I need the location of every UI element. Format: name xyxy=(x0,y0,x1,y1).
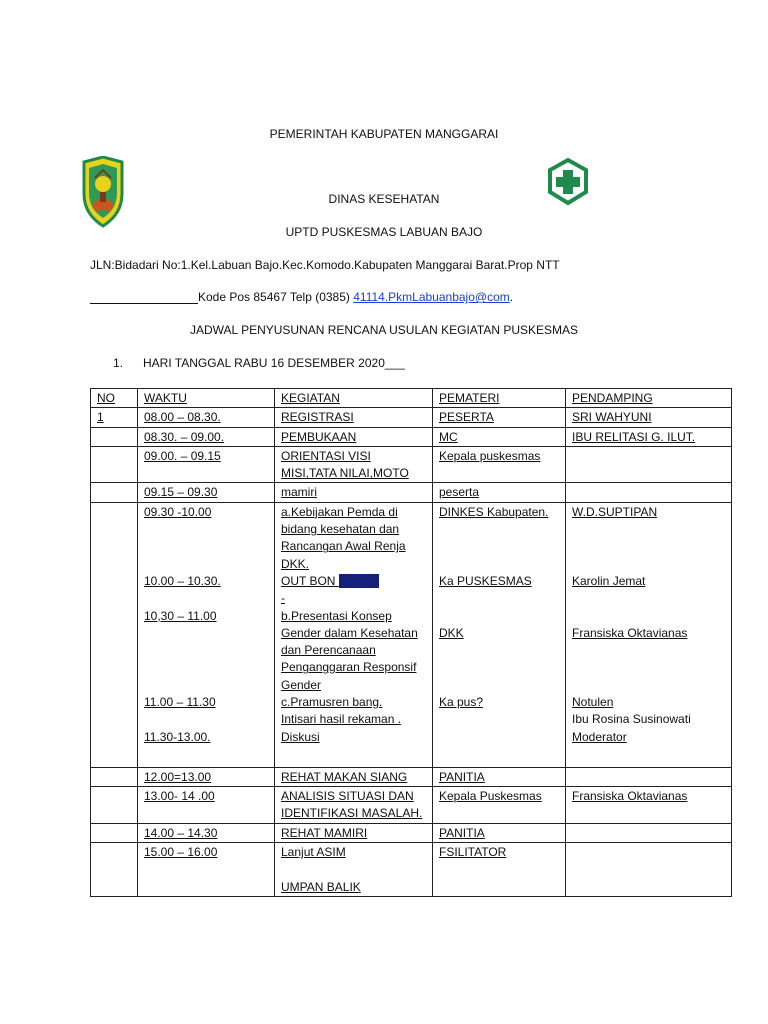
cell-pemateri: MC xyxy=(433,427,566,446)
cell-pendamping xyxy=(566,767,732,786)
cell-waktu: 09.15 – 09.30 xyxy=(138,483,275,502)
cell-kegiatan: a.Kebijakan Pemda di bidang kesehatan dan Rancangan Awal Renja DKK. OUT BON XXXXX - b.Presentasi Konsep Gender dalam Kesehatan dan Perencanaan Penganggaran Responsif Gender c.Pramusren bang. Intisari hasil rekaman . Diskusi xyxy=(275,502,433,767)
date-line: HARI TANGGAL RABU 16 DESEMBER 2020___ xyxy=(143,356,405,370)
cell-kegiatan: PEMBUKAAN xyxy=(275,427,433,446)
table-row xyxy=(91,823,732,842)
cell-no xyxy=(91,787,138,824)
redacted-highlight: XXXXX xyxy=(338,573,379,588)
cell-pemateri: PANITIA xyxy=(433,767,566,786)
header-unit: UPTD PUSKESMAS LABUAN BAJO xyxy=(285,225,483,239)
cell-pendamping: IBU RELITASI G. ILUT. xyxy=(566,427,732,446)
header-kegiatan: KEGIATAN xyxy=(275,389,433,408)
item-number: 1. xyxy=(113,356,124,370)
cell-pendamping xyxy=(566,483,732,502)
cell-kegiatan: mamiri xyxy=(275,483,433,502)
cell-kegiatan: Lanjut ASIM UMPAN BALIK xyxy=(275,842,433,896)
cell-no: 1 xyxy=(91,408,138,427)
cell-kegiatan: ORIENTASI VISI MISI,TATA NILAI,MOTO xyxy=(275,446,433,483)
cell-waktu: 12.00=13.00 xyxy=(138,767,275,786)
cell-waktu: 13.00- 14 .00 xyxy=(138,787,275,824)
table-row xyxy=(91,767,732,786)
cell-pendamping: W.D.SUPTIPAN Karolin Jemat Fransiska Oktavianas Notulen Ibu Rosina Susinowati Moderator xyxy=(566,502,732,767)
header-postal: Kode Pos 85467 Telp (0385) xyxy=(198,290,354,304)
schedule-table xyxy=(90,388,732,897)
cell-pemateri: DINKES Kabupaten. Ka PUSKESMAS DKK Ka pus? xyxy=(433,502,566,767)
cell-kegiatan: ANALISIS SITUASI DAN IDENTIFIKASI MASALAH. xyxy=(275,787,433,824)
cell-pemateri: FSILITATOR xyxy=(433,842,566,896)
cell-kegiatan: REGISTRASI xyxy=(275,408,433,427)
cell-pemateri: PANITIA xyxy=(433,823,566,842)
cell-pendamping: Fransiska Oktavianas xyxy=(566,787,732,824)
table-row xyxy=(91,787,732,824)
cell-no xyxy=(91,767,138,786)
cell-waktu: 08.30. – 09.00. xyxy=(138,427,275,446)
header-contact-line xyxy=(90,290,513,304)
cell-no xyxy=(91,427,138,446)
cell-pemateri: peserta xyxy=(433,483,566,502)
table-row-main-session xyxy=(91,502,732,767)
cell-no xyxy=(91,446,138,483)
header-department: DINAS KESEHATAN xyxy=(328,192,440,206)
cell-pendamping xyxy=(566,823,732,842)
cell-kegiatan: REHAT MAMIRI xyxy=(275,823,433,842)
header-pemateri: PEMATERI xyxy=(433,389,566,408)
table-header-row xyxy=(91,389,732,408)
cell-pemateri: Kepala Puskesmas xyxy=(433,787,566,824)
table-row xyxy=(91,427,732,446)
email-suffix: . xyxy=(509,290,514,304)
cell-pemateri: Kepala puskesmas xyxy=(433,446,566,483)
table-row xyxy=(91,408,732,427)
header-pendamping: PENDAMPING xyxy=(566,389,732,408)
cell-kegiatan: REHAT MAKAN SIANG xyxy=(275,767,433,786)
cell-pendamping: SRI WAHYUNI xyxy=(566,408,732,427)
cell-no xyxy=(91,502,138,767)
header-waktu: WAKTU xyxy=(138,389,275,408)
cell-waktu: 09.00. – 09.15 xyxy=(138,446,275,483)
cell-waktu: 09.30 -10.00 10.00 – 10.30. 10,30 – 11.00 11.00 – 11.30 11.30-13.00. xyxy=(138,502,275,767)
document-title: JADWAL PENYUSUNAN RENCANA USULAN KEGIATAN PUSKESMAS xyxy=(189,323,579,337)
table-row xyxy=(91,446,732,483)
cell-no xyxy=(91,483,138,502)
table-row xyxy=(91,842,732,896)
email-link[interactable]: 41114.PkmLabuanbajo@com xyxy=(353,290,510,304)
cell-pendamping xyxy=(566,842,732,896)
table-row xyxy=(91,483,732,502)
header-address: JLN:Bidadari No:1.Kel.Labuan Bajo.Kec.Komodo.Kabupaten Manggarai Barat.Prop NTT xyxy=(90,258,560,272)
cell-no xyxy=(91,842,138,896)
header-no: NO xyxy=(91,389,138,408)
cell-pendamping xyxy=(566,446,732,483)
contact-underline-blank xyxy=(90,290,198,304)
cell-waktu: 14.00 – 14.30 xyxy=(138,823,275,842)
header-government: PEMERINTAH KABUPATEN MANGGARAI xyxy=(269,127,499,141)
cell-waktu: 15.00 – 16.00 xyxy=(138,842,275,896)
cell-no xyxy=(91,823,138,842)
cell-pemateri: PESERTA xyxy=(433,408,566,427)
cell-waktu: 08.00 – 08.30. xyxy=(138,408,275,427)
